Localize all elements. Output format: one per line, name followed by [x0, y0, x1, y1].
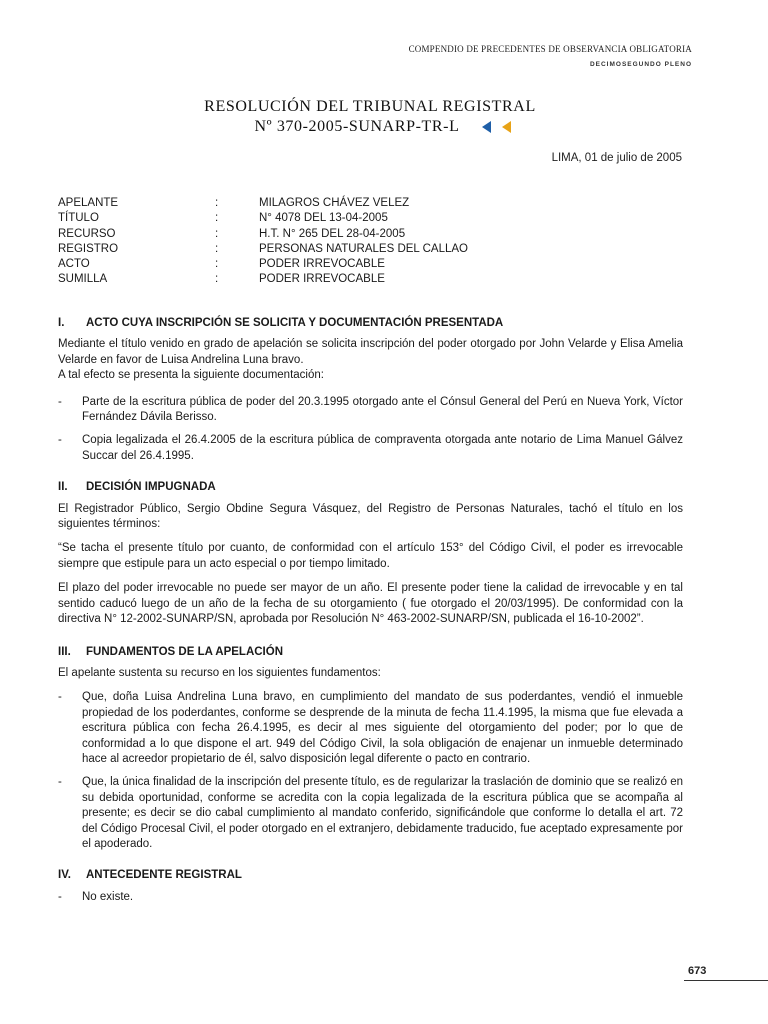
list-dash: -	[58, 395, 62, 408]
section-heading-3	[58, 645, 683, 660]
section-title: ANTECEDENTE REGISTRAL	[86, 869, 242, 882]
meta-row-recurso	[58, 227, 678, 242]
meta-key: ACTO	[58, 258, 90, 271]
paragraph: “Se tacha el presente título por cuanto, de conformidad con el artículo 153° del Código Civil, el poder es irrevocable siempre que estipule para un acto especial o por tiempo limitado.	[58, 542, 683, 570]
meta-value: MILAGROS CHÁVEZ VELEZ	[259, 197, 410, 209]
meta-key: SUMILLA	[58, 273, 108, 286]
resolution-number: Nº 370-2005-SUNARP-TR-L	[254, 118, 460, 135]
compendium-header: COMPENDIO DE PRECEDENTES DE OBSERVANCIA OBLIGATORIA	[408, 44, 692, 54]
meta-row-acto	[58, 257, 678, 272]
meta-row-sumilla	[58, 272, 678, 287]
section-heading-1	[58, 316, 683, 331]
meta-row-titulo	[58, 211, 678, 226]
left-arrow-gold-icon	[502, 121, 511, 133]
meta-value: PERSONAS NATURALES DEL CALLAO	[259, 242, 468, 255]
case-metadata	[58, 196, 678, 288]
list-dash: -	[58, 776, 62, 789]
section-heading-2	[58, 480, 683, 495]
page-number: 673	[688, 965, 707, 977]
section-number: II.	[58, 481, 68, 494]
section-number: I.	[58, 317, 65, 329]
section-heading-4	[58, 868, 683, 883]
list-item-text: Parte de la escritura pública de poder del 20.3.1995 otorgado ante el Cónsul General del Perú en Nueva York, Víctor Fernández Dávila Berisso.	[82, 395, 683, 424]
left-arrow-blue-icon	[482, 121, 491, 133]
list-item	[58, 433, 683, 464]
list-item-text: No existe.	[82, 890, 134, 903]
list-item	[58, 690, 683, 767]
meta-value: H.T. N° 265 DEL 28-04-2005	[259, 227, 406, 240]
resolution-title: RESOLUCIÓN DEL TRIBUNAL REGISTRAL	[204, 98, 536, 115]
meta-separator: :	[215, 273, 219, 286]
list-dash: -	[58, 434, 62, 447]
plenary-header: DECIMOSEGUNDO PLENO	[589, 61, 692, 68]
section-title: DECISIÓN IMPUGNADA	[86, 481, 216, 494]
section-number: III.	[58, 645, 71, 658]
meta-row-registro	[58, 242, 678, 257]
page-number-rule	[684, 980, 768, 981]
meta-value: N° 4078 DEL 13-04-2005	[259, 212, 388, 225]
section-title: ACTO CUYA INSCRIPCIÓN SE SOLICITA Y DOCUMENTACIÓN PRESENTADA	[86, 317, 504, 329]
meta-separator: :	[215, 242, 219, 255]
paragraph: Mediante el título venido en grado de apelación se solicita inscripción del poder otorgado por John Velarde y Elisa Amelia Velarde en favor de Luisa Andrelina Luna bravo.	[58, 338, 683, 366]
meta-separator: :	[215, 212, 219, 225]
meta-value: PODER IRREVOCABLE	[259, 258, 385, 271]
meta-separator: :	[215, 258, 219, 271]
meta-separator: :	[215, 227, 219, 240]
list-item	[58, 395, 683, 426]
meta-separator: :	[215, 197, 219, 209]
resolution-date: LIMA, 01 de julio de 2005	[551, 152, 682, 164]
section-number: IV.	[58, 869, 72, 882]
list-item-text: Que, la única finalidad de la inscripción del presente título, es de regularizar la traslación de dominio que se realizó en su debida oportunidad, conforme se acredita con la copia legalizada de la escritura pública que se acompaña al presente; es decir se dio cabal cumplimiento al mandato conferido, significándole que conforme lo detalla el art. 72 del Código Procesal Civil, el poder otorgado en el extranjero, debidamente traducido, fue aceptado expresamente por el apoderado.	[82, 776, 683, 850]
section-title: FUNDAMENTOS DE LA APELACIÓN	[86, 645, 283, 658]
list-item	[58, 890, 683, 905]
meta-value: PODER IRREVOCABLE	[259, 273, 385, 286]
meta-key: TÍTULO	[58, 212, 99, 225]
list-item	[58, 775, 683, 852]
document-body	[58, 316, 683, 913]
list-item-text: Copia legalizada el 26.4.2005 de la escritura pública de compraventa otorgada ante notario de Lima Manuel Gálvez Succar del 26.4.1995.	[82, 434, 683, 462]
meta-key: APELANTE	[58, 197, 119, 209]
paragraph: El plazo del poder irrevocable no puede ser mayor de un año. El presente poder tiene la calidad de irrevocable y en tal sentido caducó luego de un año de la fecha de su otorgamiento ( fue otorgado el 20/03/1995). De conformidad con la directiva N° 12-2002-SUNARP/SN, aprobada por Resolución N° 463-2002-SUNARP/SN, publicada el 16-10-2002”.	[58, 582, 683, 626]
meta-row-apelante	[58, 196, 678, 211]
list-dash: -	[58, 890, 62, 903]
list-item-text: Que, doña Luisa Andrelina Luna bravo, en cumplimiento del mandato de sus poderdantes, vendió el inmueble propiedad de los poderdantes, conforme se desprende de la minuta de fecha 11.4.1995, la misma que fue elevada a escritura pública con fecha 26.4.1995, es decir al mes siguiente del otorgamiento del poder; por lo que de conformidad a lo que dispone el art. 949 del Código Civil, la sola obligación de enajenar un inmueble determinado hace al acreedor propietario de él, salvo disposición legal diferente o pacto en contrario.	[82, 691, 683, 765]
paragraph: El apelante sustenta su recurso en los siguientes fundamentos:	[58, 666, 381, 679]
list-dash: -	[58, 691, 62, 704]
meta-key: REGISTRO	[58, 242, 119, 255]
arrow-markers-icon	[482, 121, 514, 133]
meta-key: RECURSO	[58, 227, 116, 240]
paragraph: A tal efecto se presenta la siguiente documentación:	[58, 369, 324, 382]
paragraph: El Registrador Público, Sergio Obdine Segura Vásquez, del Registro de Personas Naturales, tachó el título en los siguientes términos:	[58, 502, 683, 531]
